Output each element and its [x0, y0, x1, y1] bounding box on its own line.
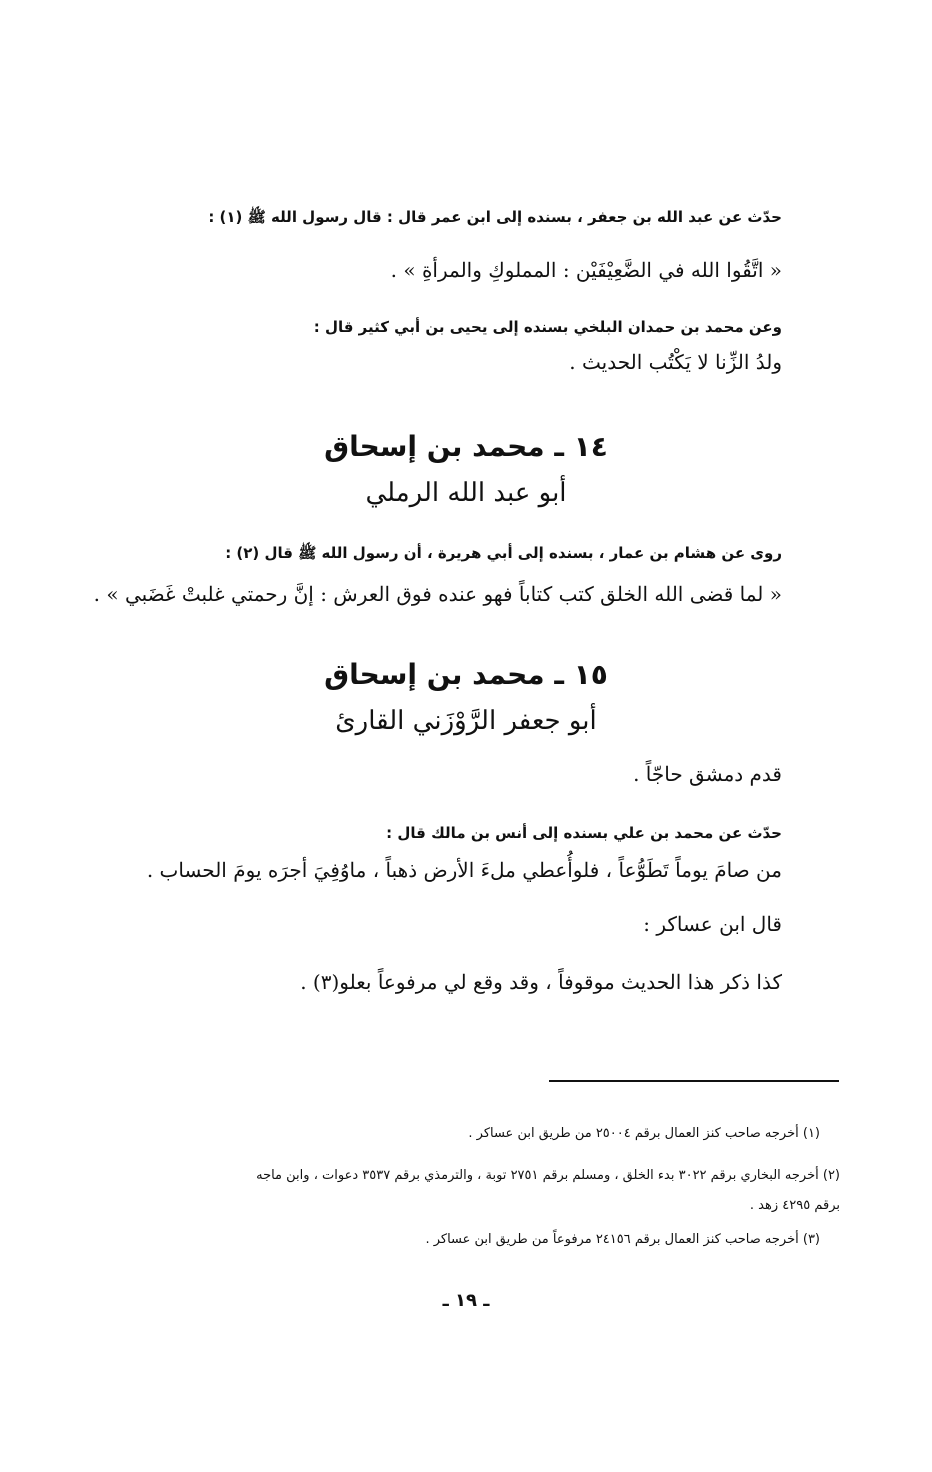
isnad-line: حدّث عن محمد بن علي بسنده إلى أنس بن مالك قال :: [386, 824, 782, 842]
entry-heading-15: ١٥ ـ محمد بن إسحاق: [324, 658, 608, 691]
page-number: ـ ١٩ ـ: [442, 1290, 490, 1311]
quote-text: كذا ذكر هذا الحديث موقوفاً ، وقد وقع لي مرفوعاً بعلو(٣) .: [300, 970, 782, 994]
footnote-2-line-2: برقم ٤٢٩٥ زهد .: [749, 1198, 840, 1213]
isnad-line: حدّث عن عبد الله بن جعفر ، بسنده إلى ابن عمر قال : قال رسول الله ﷺ (١) :: [208, 208, 782, 226]
entry-subheading-15: أبو جعفر الرَّوْزَني القارئ: [335, 706, 597, 736]
footnote-2-line-1: (٢) أخرجه البخاري برقم ٣٠٢٢ بدء الخلق ، ومسلم برقم ٢٧٥١ توبة ، والترمذي برقم ٣٥٣٧ دعوات ، وابن ماجه: [256, 1168, 840, 1183]
isnad-line: روى عن هشام بن عمار ، بسنده إلى أبي هريرة ، أن رسول الله ﷺ قال (٢) :: [225, 544, 782, 562]
footnote-separator: [549, 1080, 839, 1082]
quote-intro: قال ابن عساكر :: [643, 912, 782, 936]
biographical-note: قدم دمشق حاجّاً .: [633, 762, 782, 786]
isnad-line: وعن محمد بن حمدان البلخي بسنده إلى يحيى بن أبي كثير قال :: [313, 318, 782, 336]
entry-subheading-14: أبو عبد الله الرملي: [365, 478, 567, 508]
hadith-text: « لما قضى الله الخلق كتب كتاباً فهو عنده فوق العرش : إنَّ رحمتي غلبتْ غَضَبي » .: [93, 582, 782, 606]
footnote-1: (١) أخرجه صاحب كنز العمال برقم ٢٥٠٠٤ من طريق ابن عساكر .: [468, 1126, 820, 1141]
hadith-text: ولدُ الزِّنا لا يَكْتُب الحديث .: [569, 350, 782, 374]
hadith-text: من صامَ يوماً تَطَوُّعاً ، فلوأُعطي ملءَ الأرض ذهباً ، ماوُفِيَ أجرَه يومَ الحساب .: [146, 858, 782, 882]
entry-heading-14: ١٤ ـ محمد بن إسحاق: [324, 430, 608, 463]
hadith-text: « اتَّقُوا الله في الضَّعِيْفَيْن : المملوكِ والمرأةِ » .: [390, 258, 782, 282]
footnote-3: (٣) أخرجه صاحب كنز العمال برقم ٢٤١٥٦ مرفوعاً من طريق ابن عساكر .: [425, 1232, 820, 1247]
